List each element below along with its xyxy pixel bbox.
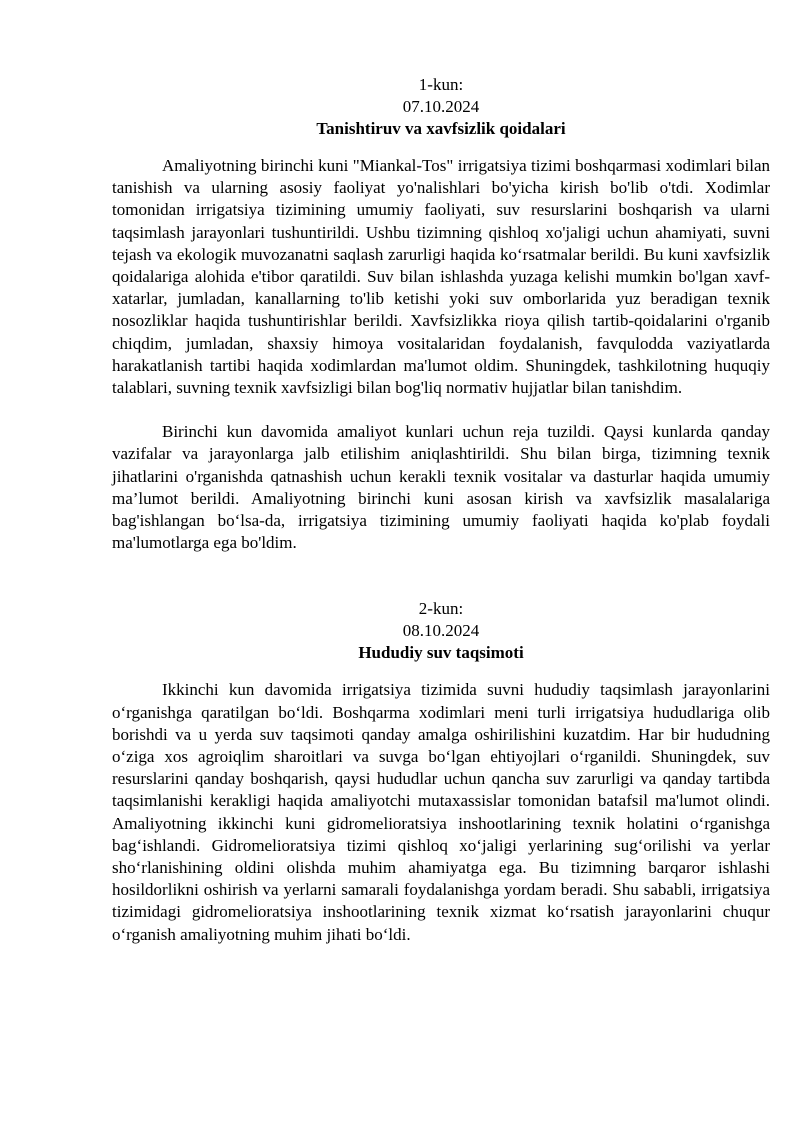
section-title: Tanishtiruv va xavfsizlik qoidalari <box>316 119 566 138</box>
date-label: 07.10.2024 <box>402 97 480 116</box>
section-day-2 <box>112 598 770 945</box>
document-page <box>112 74 770 946</box>
paragraph: Birinchi kun davomida amaliyot kunlari uchun reja tuzildi. Qaysi kunlarda qanday vazifalar va jarayonlarga jalb etilishim aniqlashtirildi. Shu bilan birga, tizimning texnik jihatlarini o'rganishda qatnashish uchun kerakli texnik vositalar va dasturlar haqida umumiy ma’lumot berildi. Amaliyotning birinchi kuni asosan kirish va xavfsizlik masalalariga bag'ishlangan bo‘lsa-da, irrigatsiya tizimining umumiy faoliyati haqida ko'plab foydali ma'lumotlarga ega bo'ldim. <box>112 422 770 553</box>
paragraph: Amaliyotning birinchi kuni "Miankal-Tos" irrigatsiya tizimi boshqarmasi xodimlari bilan tanishish va ularning asosiy faoliyat yo'nalishlari bo'yicha kirish bo'lib o'tdi. Xodimlar tomonidan irrigatsiya tizimining umumiy faoliyati, suv resurslarini boshqarish va ularni taqsimlash jarayonlari tushuntirildi. Ushbu tizimning qishloq xo'jaligi uchun ahamiyati, suvni tejash va ekologik muvozanatni saqlash zarurligi haqida ko‘rsatmalar berildi. Bu kuni xavfsizlik qoidalariga alohida e'tibor qaratildi. Suv bilan ishlashda yuzaga kelishi mumkin bo'lgan xavf-xatarlar, jumladan, kanallarning to'lib ketishi yoki suv omborlarida yuz beradigan texnik nosozliklar haqida tushuntirishlar berildi. Xavfsizlikka rioya qilish tartib-qoidalarini o'rganib chiqdim, jumladan, shaxsiy himoya vositalaridan foydalanish, favqulodda vaziyatlarda harakatlanish tartibi haqida xodimlardan ma'lumot oldim. Shuningdek, tashkilotning huquqiy talablari, suvning texnik xavfsizligi bilan bog'liq normativ hujjatlar bilan tanishdim. <box>112 156 770 398</box>
section-heading <box>112 598 770 664</box>
day-label: 2-kun: <box>418 599 464 619</box>
day-label: 1-kun: <box>418 75 464 94</box>
section-day-1 <box>112 74 770 554</box>
paragraph: Ikkinchi kun davomida irrigatsiya tizimida suvni hududiy taqsimlash jarayonlarini o‘rganishga qaratilgan bo‘ldi. Boshqarma xodimlari meni turli irrigatsiya hududlariga olib borishdi va u yerda suv taqsimoti qanday amalga oshirilishini kuzatdim. Har bir hududning o‘ziga xos agroiqlim sharoitlari va suvga bo‘lgan ehtiyojlari o‘rganildi. Shuningdek, suv resurslarini qanday boshqarish, qaysi hududlar uchun qancha suv zarurligi va qanday tartibda taqsimlanishi kerakligi haqida amaliyotchi mutaxassislar tomonidan batafsil ma'lumot olindi. Amaliyotning ikkinchi kuni gidromelioratsiya inshootlarining texnik holatini o‘rganishga bag‘ishlandi. Gidromelioratsiya tizimi qishloq xo‘jaligi yerlarining sug‘orilishi va yerlar sho‘rlanishining oldini olishda muhim ahamiyatga ega. Bu tizimning barqaror ishlashi hosildorlikni oshirish va yerlarni samarali foydalanishga yordam beradi. Shu sababli, irrigatsiya tizimidagi gidromelioratsiya inshootlarining texnik xizmat ko‘rsatish jarayonlarini chuqur o‘rganish amaliyotning muhim jihati bo‘ldi. <box>112 680 770 944</box>
section-heading <box>112 74 770 140</box>
section-title: Hududiy suv taqsimoti <box>358 643 524 663</box>
date-label: 08.10.2024 <box>402 621 480 641</box>
